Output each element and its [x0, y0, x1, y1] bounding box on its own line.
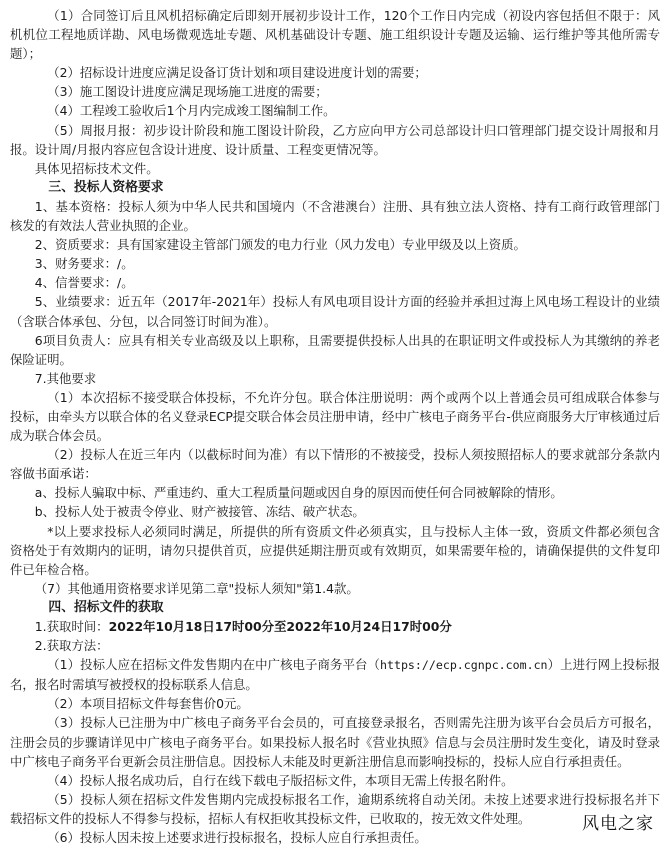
paragraph-other-requirements: 7.其他要求 — [34, 370, 97, 386]
paragraph-obtain-method: 2.获取方法： — [34, 638, 109, 654]
paragraph-obtain-time — [10, 617, 660, 636]
paragraph-project-lead: 6项目负责人：应具有相关专业高级及以上职称，且需要提供投标人出具的在职证明文件或投标人为其缴纳的养老保险证明。 — [10, 332, 660, 367]
paragraph-performance: 5、业绩要求：近五年（2017年-2021年）投标人有风电项目设计方面的经验并承担过海上风电场工程设计的业绩（含联合体承包、分包，以合同签订时间为准）。 — [10, 294, 660, 329]
paragraph-requirements-note: *以上要求投标人必须同时满足，所提供的所有资质文件必须真实，且与投标人主体一致，资质文件都必须包含资格处于有效期内的证明，请勿只提供首页，应提供延期注册页或有效期页，如果需要年检的，请确保提供的文件复印件已年检合格。 — [10, 523, 660, 577]
paragraph-schedule-4: （4）工程竣工验收后1个月内完成竣工图编制工作。 — [47, 103, 336, 119]
method-1-text-a: （1）投标人应在招标文件发售期内在中广核电子商务平台（ — [47, 657, 381, 673]
paragraph-schedule-3: （3）施工图设计进度应满足现场施工进度的需要； — [47, 84, 328, 100]
paragraph-general-requirements: （7）其他通用资格要求详见第二章"投标人须知"第1.4款。 — [34, 580, 359, 596]
paragraph-credit: 4、信誉要求：/。 — [34, 275, 134, 291]
paragraph-exclusions: （2）投标人在近三年内（以截标时间为准）有以下情形的不被接受，投标人须按照招标人的要求就部分条款内容做书面承诺： — [10, 447, 660, 482]
paragraph-method-3: （3）投标人已注册为中广核电子商务平台会员的，可直接登录报名，否则需先注册为该平台会员后方可报名，注册会员的步骤请详见中广核电子商务平台。如果投标人报名时《营业执照》信息与会员注册时发生变化，请及时登录中广核电子商务平台更新会员注册信息。因投标人未能及时更新注册信息而影响投标的，投标人应自行承担责任。 — [10, 715, 660, 769]
ecp-platform-link[interactable]: https://ecp.cgnpc.com.cn — [380, 658, 548, 673]
paragraph-exclusion-a: a、投标人骗取中标、严重违约、重大工程质量问题或因自身的原因而使任何合同被解除的情形。 — [34, 485, 563, 501]
paragraph-exclusion-b: b、投标人处于被责令停业、财产被接管、冻结、破产状态。 — [34, 504, 365, 520]
paragraph-consortium: （1）本次招标不接受联合体投标，不允许分包。联合体注册说明：两个或两个以上普通会员可组成联合体参与投标，由牵头方以联合体的名义登录ECP提交联合体会员注册申请，经中广核电子商务平台-供应商服务大厅审核通过后成为联合体会员。 — [10, 389, 660, 444]
paragraph-method-1 — [10, 655, 660, 694]
paragraph-schedule-5: （5）周报月报：初步设计阶段和施工图设计阶段，乙方应向甲方公司总部设计归口管理部门提交设计周报和月报。设计周/月报内容应包含设计进度、设计质量、工程变更情况等。 — [10, 122, 660, 157]
document-body — [10, 6, 660, 847]
paragraph-schedule-1: （1）合同签订后且风机招标确定后即刻开展初步设计工作，120个工作日内完成（初设内容包括但不限于：风机机位工程地质详勘、风电场微观选址专题、风机基础设计专题、施工组织设计专题及运输、运行维护等其他所需专题）； — [10, 8, 660, 62]
obtain-time-value: 2022年10月18日17时00分至2022年10月24日17时00分 — [108, 619, 452, 634]
section-heading-qualification: 三、投标人资格要求 — [48, 179, 164, 195]
paragraph-see-technical-docs: 具体见招标技术文件。 — [34, 160, 159, 176]
section-heading-obtain-documents: 四、招标文件的获取 — [48, 599, 164, 615]
paragraph-method-4: （4）投标人报名成功后，自行在线下载电子版招标文件，本项目无需上传报名附件。 — [47, 772, 514, 788]
paragraph-certification: 2、资质要求：具有国家建设主管部门颁发的电力行业（风力发电）专业甲级及以上资质。 — [34, 237, 526, 253]
method-1-text-b: ）上进行网上投标报名，报名时需填写被授权的投标联系人信息。 — [10, 657, 660, 693]
obtain-time-label: 1.获取时间： — [34, 619, 109, 634]
paragraph-schedule-2: （2）招标设计进度应满足设备订货计划和项目建设进度计划的需要； — [47, 65, 427, 81]
paragraph-basic-qualification: 1、基本资格：投标人须为中华人民共和国境内（不含港澳台）注册、具有独立法人资格、持有工商行政管理部门核发的有效法人营业执照的企业。 — [10, 198, 660, 234]
paragraph-financial: 3、财务要求：/。 — [34, 256, 134, 272]
paragraph-method-2: （2）本项目招标文件每套售价0元。 — [47, 696, 249, 712]
paragraph-method-6: （6）投标人因未按上述要求进行投标报名，投标人应自行承担责任。 — [47, 830, 427, 846]
paragraph-method-5: （5）投标人须在招标文件发售期内完成投标报名工作，逾期系统将自动关闭。未按上述要求进行投标报名并下载招标文件的投标人不得参与投标，招标人有权拒收其投标文件，已收取的，按无效文件处理。 — [10, 791, 660, 826]
watermark-logo-text: 风电之家 — [582, 813, 654, 834]
